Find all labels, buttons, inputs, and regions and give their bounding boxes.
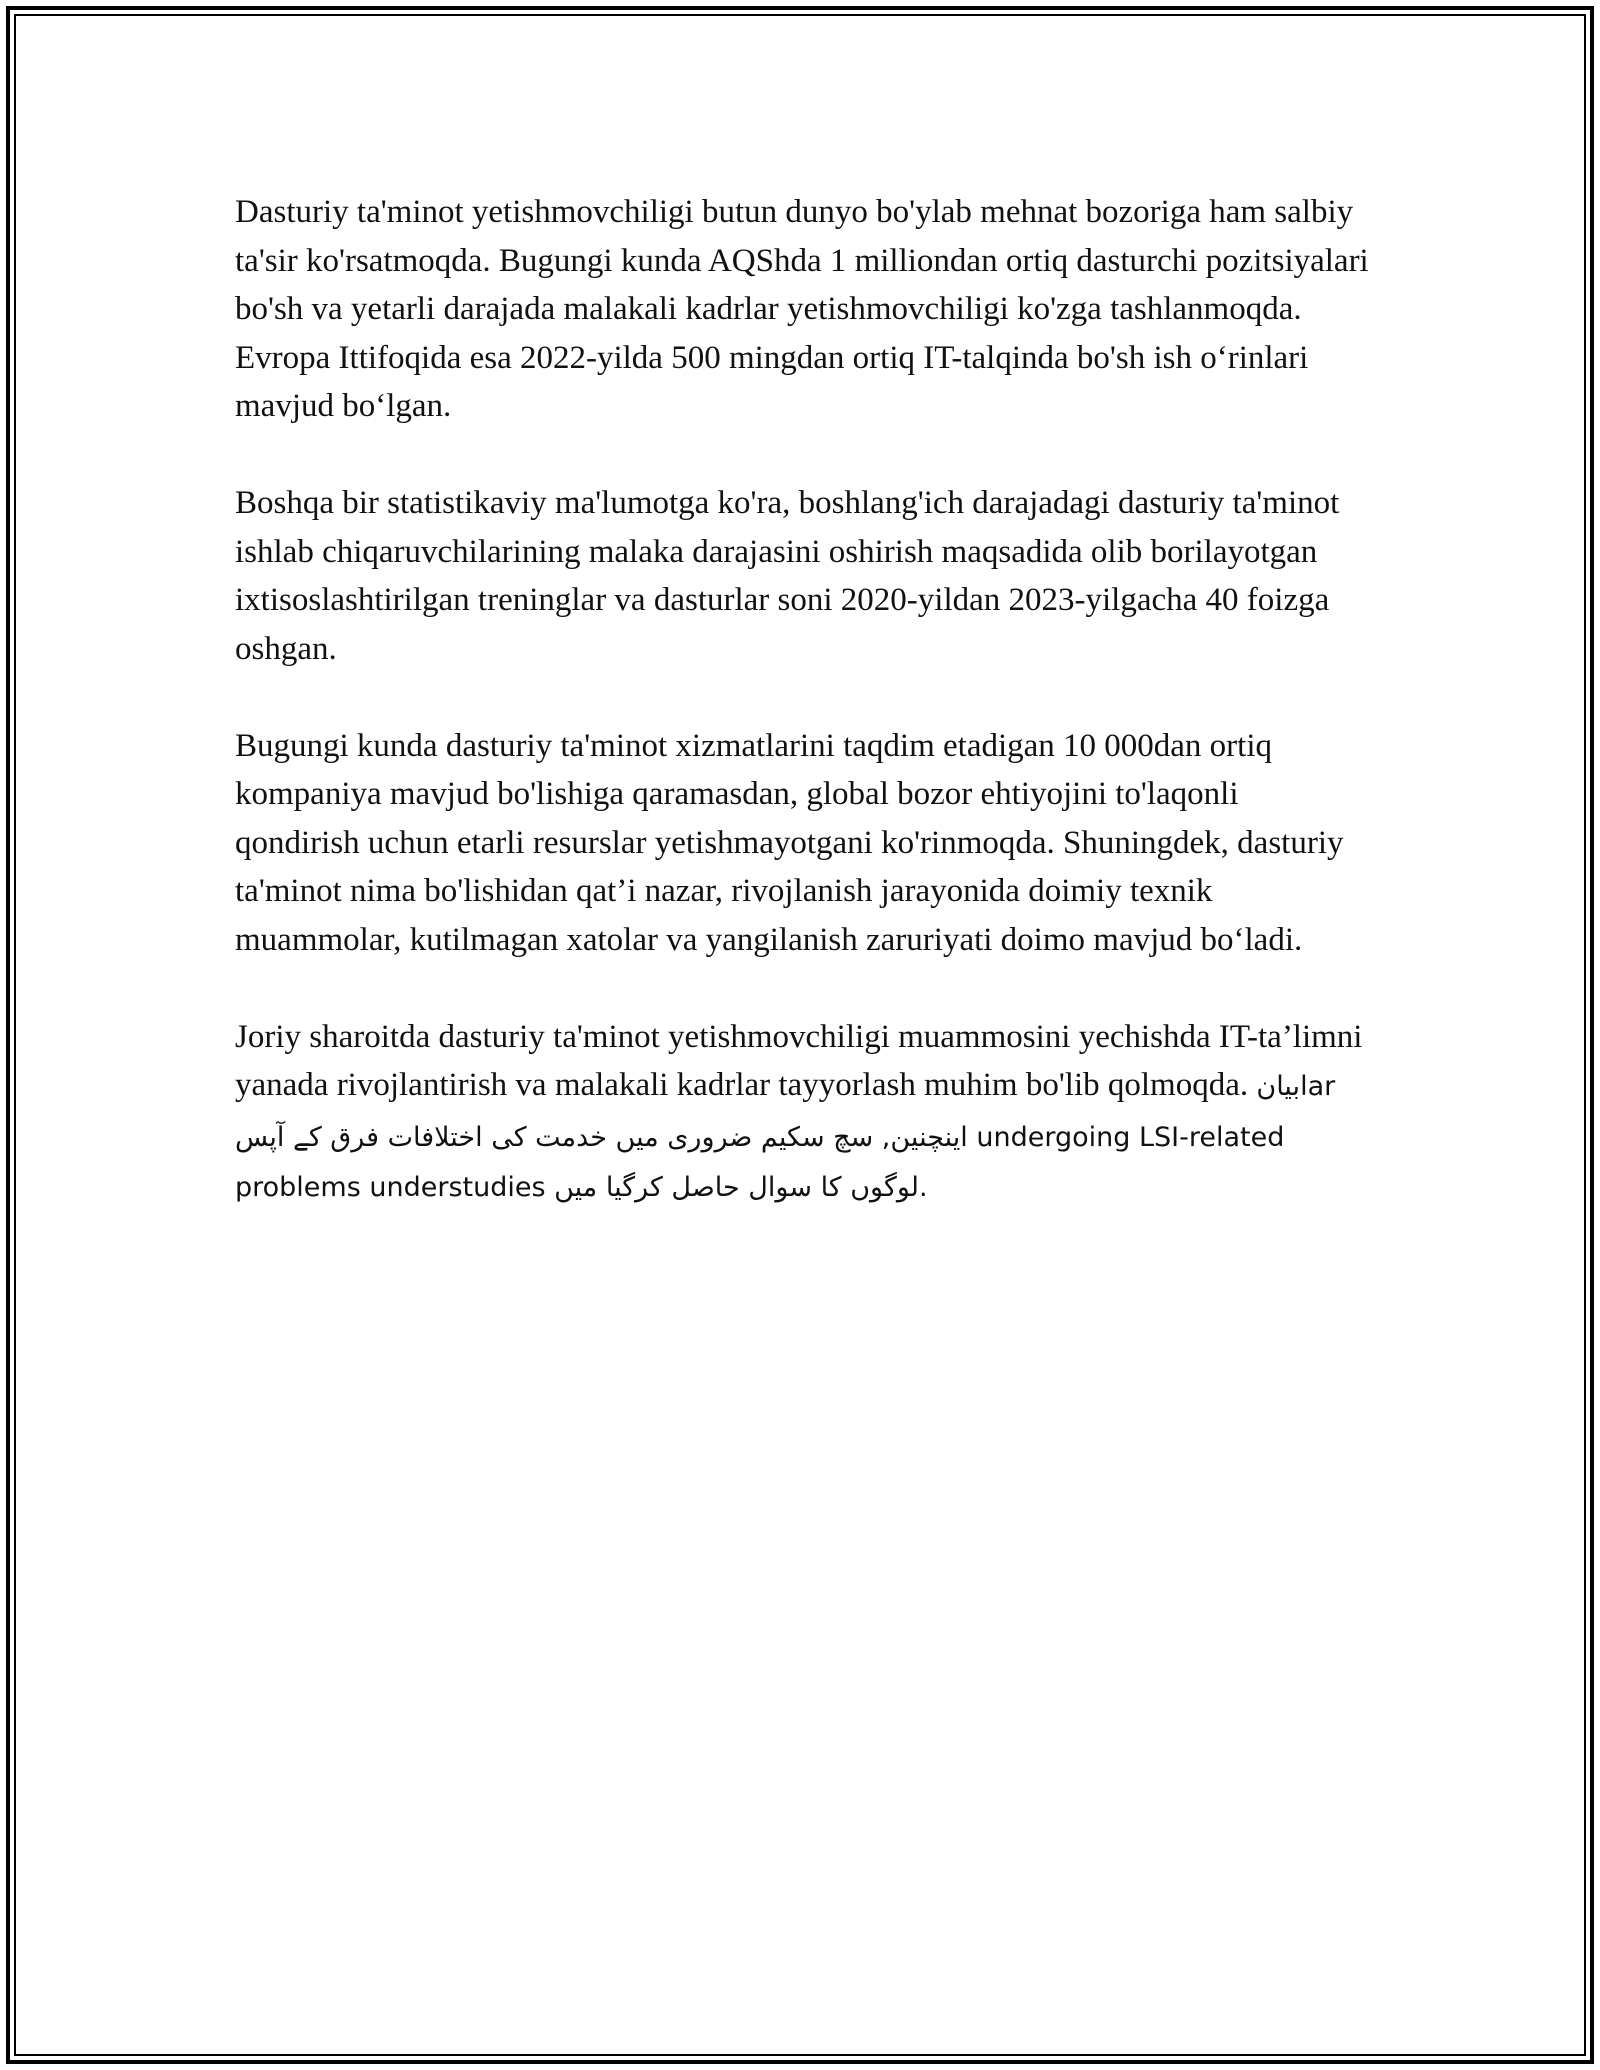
paragraph-4 (235, 1013, 1370, 1213)
paragraph-4-mixed-script-text: بیانlar اینچنین, سچ سکیم ضروری میں خدمت کی اختلافات فرق کے آپس undergoing LSI-related problems understudies لوگوں کا سوال حاصل کرگیا میں. (235, 1071, 1336, 1203)
document-body (235, 188, 1370, 1213)
paragraph-3: Bugungi kunda dasturiy ta'minot xizmatlarini taqdim etadigan 10 000dan ortiq kompaniya mavjud bo'lishiga qaramasdan, global bozor ehtiyojini to'laqonli qondirish uchun etarli resurslar yetishmayotgani ko'rinmoqda. Shuningdek, dasturiy ta'minot nima bo'lishidan qat’i nazar, rivojlanish jarayonida doimiy texnik muammolar, kutilmagan xatolar va yangilanish zaruriyati doimo mavjud bo‘ladi. (235, 727, 1344, 958)
paragraph-4-text: Joriy sharoitda dasturiy ta'minot yetishmovchiligi muammosini yechishda IT-ta’limni yanada rivojlantirish va malakali kadrlar tayyorlash muhim bo'lib qolmoqda. (235, 1018, 1363, 1103)
paragraph-1: Dasturiy ta'minot yetishmovchiligi butun dunyo bo'ylab mehnat bozoriga ham salbiy ta'sir ko'rsatmoqda. Bugungi kunda AQShda 1 milliondan ortiq dasturchi pozitsiyalari bo'sh va yetarli darajada malakali kadrlar yetishmovchiligi ko'zga tashlanmoqda. Evropa Ittifoqida esa 2022-yilda 500 mingdan ortiq IT-talqinda bo'sh ish o‘rinlari mavjud bo‘lgan. (235, 194, 1369, 424)
paragraph-2: Boshqa bir statistikaviy ma'lumotga ko'ra, boshlang'ich darajadagi dasturiy ta'minot ishlab chiqaruvchilarining malaka darajasini oshirish maqsadida olib borilayotgan ixtisoslashtirilgan treninglar va dasturlar soni 2020-yildan 2023-yilgacha 40 foizga oshgan. (235, 485, 1340, 667)
